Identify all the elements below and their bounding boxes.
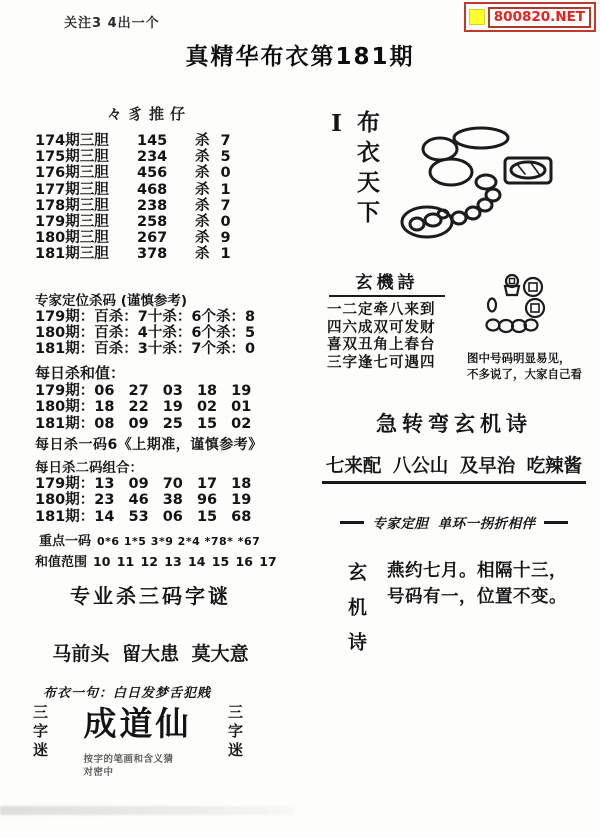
table-row [35,246,307,262]
three-char-note [84,753,192,779]
note-line: 对密中 [83,767,114,778]
poem-line: 四六成双可发财 [327,318,436,336]
sharp-turn-line: 七来配 八公山 及早治 吃辣酱 [322,452,586,484]
daily-kill-two-section [35,456,307,525]
row-dan: 234 [137,149,168,166]
position-kill-row: 181期：百杀：3十杀：7个杀：0 [35,341,256,358]
table-row [35,133,307,149]
row-dan: 145 [137,133,168,149]
three-char-answer: 成道仙 [83,704,192,743]
daily-sum-row: 179期：06 27 03 18 19 [35,382,252,399]
riddle-line: 马前头 留大患 莫大意 [52,643,249,665]
section-title: 每日杀和值： [35,363,126,382]
row-kill: 杀 5 [195,149,231,166]
page-title: 真精华布衣第181期 [185,44,415,70]
buyi-tianxia-label: 布衣天下I [323,110,380,230]
history-table-header: 々豸推仔 [107,105,192,123]
expert-dan-row [315,512,593,532]
xuanji2-line: 燕约七月。相隔十三， [387,561,567,581]
poem-line: 三字逢七可遇四 [327,353,436,371]
daily-two-row: 181期：14 53 06 15 68 [35,508,252,525]
key-code-values: 0*6 1*5 3*9 2*4 *78* *67 [97,535,261,549]
caption-line: 图中号码明显易见， [467,351,571,365]
table-row [35,182,307,198]
coin-doodle-drawing [483,272,549,348]
sum-range-label: 和值范围 [35,555,88,571]
daily-kill-one-line: 每日杀一码6《上期准，谨慎参考》 [35,437,263,454]
position-kill-row: 179期：百杀：7十杀：6个杀：8 [35,308,256,325]
row-kill: 杀 7 [195,133,231,149]
table-row [35,198,307,214]
row-kill: 杀 0 [195,214,231,231]
three-char-side-label-right: 三字迷 [226,704,244,761]
buyi-sentence: 布衣一句：白日发梦舌犯贱 [43,686,212,701]
row-period: 175期三胆 [35,149,109,166]
row-dan: 258 [137,214,168,231]
xuanji2-line: 号码有一，位置不变。 [387,587,567,607]
row-period: 178期三胆 [35,197,109,214]
position-kill-row: 180期：百杀：4十杀：6个杀：5 [35,325,256,342]
site-url: 800820.NET [488,7,591,28]
right-column [315,100,593,720]
three-code-riddle-section [33,580,268,701]
daily-sum-row: 180期：18 22 19 02 01 [35,399,252,416]
section-title: 每日杀二码组合： [35,460,143,477]
daily-sum-row: 181期：08 09 25 15 02 [35,415,252,432]
daily-two-row: 179期：13 09 70 17 18 [35,476,252,493]
history-table [35,133,307,263]
three-char-side-label-left: 三字迷 [31,704,49,761]
site-badge[interactable] [464,2,596,32]
row-period: 179期三胆 [35,214,109,231]
row-period: 176期三胆 [35,165,109,182]
row-kill: 杀 1 [195,181,231,198]
sharp-turn-line-wrap [315,452,593,484]
poem-line: 喜双丑角上春台 [327,336,436,353]
row-period: 180期三胆 [35,230,109,247]
row-period: 174期三胆 [35,133,109,149]
row-dan: 468 [137,181,168,198]
coin-doodle-caption [467,350,597,382]
right-rule [544,521,568,524]
key-code-label: 重点一码 [39,534,92,550]
three-char-riddle [30,698,245,784]
left-rule [340,521,364,524]
section-title: 专家定位杀码 (谨慎参考) [35,292,188,309]
row-period: 177期三胆 [35,181,109,198]
table-row [35,230,307,246]
row-kill: 杀 7 [195,197,231,214]
note-line: 按字的笔画和含义猜 [83,754,174,765]
sum-range-row [35,551,307,570]
row-period: 181期三胆 [35,246,109,263]
scan-smudge [0,806,295,815]
daily-sum-kill-section [35,362,307,432]
top-watermark: 关注3 4出一个 [64,16,160,31]
badge-yellow-square-icon [469,9,485,25]
sum-range-values: 10 11 12 13 14 15 16 17 [93,554,277,570]
xuanji2-text [387,558,592,610]
daily-two-row: 180期：23 46 38 96 19 [35,492,252,509]
poem-line: 一二定牵八来到 [327,301,436,318]
chain-doodle-drawing [385,102,570,242]
caption-line: 不多说了，大家自己看 [467,367,582,381]
row-kill: 杀 9 [195,230,231,247]
riddle-title: 专业杀三码字谜 [70,584,231,608]
three-char-center [84,698,192,784]
left-column [35,103,307,570]
row-dan: 378 [137,246,168,263]
table-row [35,214,307,230]
table-row [35,149,307,165]
position-kill-section [35,289,307,358]
xuanji-poem [327,268,447,371]
row-dan: 456 [137,165,168,182]
xuanji-poem-title: 玄機詩 [329,268,445,297]
table-row [35,165,307,181]
row-dan: 267 [137,230,168,247]
sharp-turn-poem-title: 急转弯玄机诗 [376,412,532,436]
xuanji2-side-label: 玄机诗 [345,562,367,667]
row-kill: 杀 1 [195,246,231,263]
expert-dan-text: 专家定胆 单环一拐折相伴 [372,516,536,532]
row-kill: 杀 0 [195,165,231,182]
row-dan: 238 [137,197,168,214]
key-code-row [39,530,307,549]
